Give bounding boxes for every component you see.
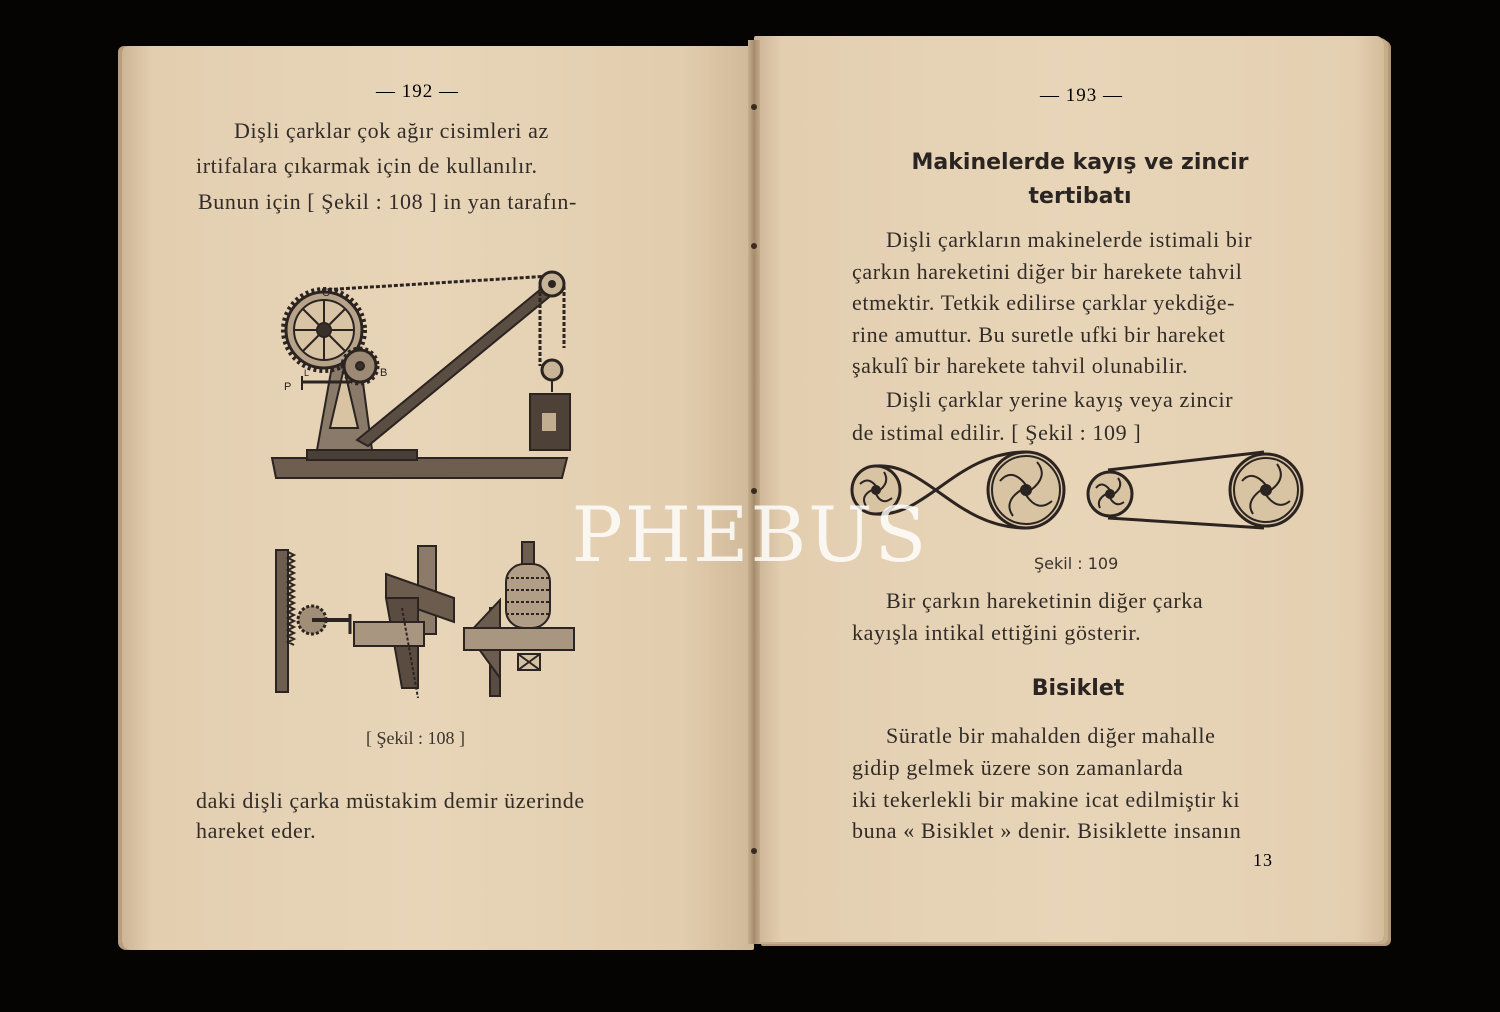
section-heading: Makinelerde kayış ve zincir: [911, 150, 1249, 175]
right-text-line: iki tekerlekli bir makine icat edilmiştir ki: [852, 787, 1241, 812]
right-text-line: Dişli çarklar yerine kayış veya zincir: [886, 387, 1234, 412]
crane-label-b: B: [380, 367, 388, 379]
right-text-line: Dişli çarkların makinelerde istimali bir: [886, 227, 1253, 252]
left-text-line: irtifalara çıkarmak için de kullanılır.: [196, 153, 538, 178]
crane-label-p: P: [284, 381, 292, 393]
signature-mark: 13: [1253, 850, 1273, 870]
right-text-line: Süratle bir mahalden diğer mahalle: [886, 723, 1216, 748]
left-text-line: daki dişli çarka müstakim demir üzerinde: [196, 788, 585, 813]
right-text-line: de istimal edilir. [ Şekil : 109 ]: [852, 420, 1142, 445]
right-text-line: çarkın hareketini diğer bir harekete tahvil: [852, 259, 1243, 284]
binding-stitch: [751, 848, 757, 854]
right-text-line: şakulî bir harekete tahvil olunabilir.: [852, 353, 1189, 378]
left-page-number: — 192 —: [376, 81, 459, 102]
right-text-line: etmektir. Tetkik edilirse çarklar yekdiğe-: [852, 290, 1236, 315]
crane-illustration: [262, 258, 592, 490]
left-text-line: Dişli çarklar çok ağır cisimleri az: [234, 118, 549, 143]
binding-stitch: [751, 243, 757, 249]
figure-108-caption: [ Şekil : 108 ]: [366, 728, 465, 748]
right-text-line: buna « Bisiklet » denir. Bisiklette insanın: [852, 818, 1242, 843]
right-text-line: Bir çarkın hareketinin diğer çarka: [886, 588, 1204, 613]
crane-label-l: L: [304, 368, 310, 378]
crane-label-c: C: [322, 287, 330, 299]
left-text-line: hareket eder.: [196, 818, 317, 843]
right-text-line: kayışla intikal ettiğini gösterir.: [852, 620, 1142, 645]
bisiklet-heading: Bisiklet: [1031, 676, 1125, 701]
right-text-line: gidip gelmek üzere son zamanlarda: [852, 755, 1184, 780]
binding-stitch: [751, 104, 757, 110]
right-page-number: — 193 —: [1040, 85, 1123, 106]
right-text-line: rine amuttur. Bu suretle ufki bir hareket: [852, 322, 1226, 347]
section-heading-continued: tertibatı: [1028, 184, 1132, 209]
figure-109-caption: Şekil : 109: [1034, 554, 1119, 573]
phebus-watermark: PHEBUS: [571, 490, 929, 579]
left-text-line: Bunun için [ Şekil : 108 ] in yan tarafın-: [198, 189, 577, 214]
